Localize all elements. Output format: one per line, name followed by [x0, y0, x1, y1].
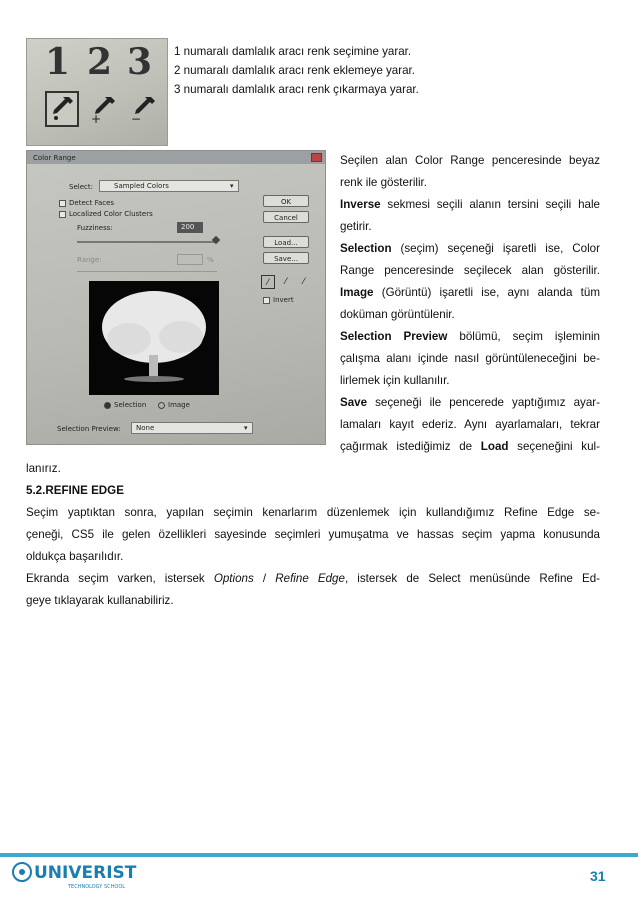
s1-line-2: çeneği, CS5 ile gelen özellikleri sayesinde seçimleri yumuşatma ve hassas seçim yapma konusunda	[26, 528, 600, 541]
selection-preview-value: None	[136, 424, 155, 432]
preview-area	[89, 281, 219, 395]
selection-radio	[104, 402, 111, 409]
p3-line-1: Selection (seçim) seçeneği işaretli ise, Color	[340, 242, 600, 255]
number-1: 1	[45, 41, 71, 83]
range-label: Range:	[77, 256, 102, 264]
cancel-button: Cancel	[263, 211, 309, 223]
selection-radio-label: Selection	[114, 401, 147, 409]
eyedropper-minus-icon	[127, 91, 161, 127]
fuzziness-value: 200	[181, 223, 195, 231]
invert-checkbox	[263, 297, 270, 304]
image-radio	[158, 402, 165, 409]
eyedropper-plus-icon: ⁄	[285, 276, 287, 286]
load-button: Load...	[263, 236, 309, 248]
svg-text:+: +	[91, 112, 102, 126]
image-term: Image	[340, 286, 374, 299]
load-term: Load	[480, 440, 509, 453]
p5-line-2: çalışma alanı içinde nasıl görüntüleneceğini be-	[340, 352, 600, 365]
p5-line-3: lirlemek için kullanılır.	[340, 374, 450, 387]
s2-line-2: geye tıklayarak kullanabiliriz.	[26, 594, 174, 607]
p3-line-2: Range penceresinde seçilecek alan gösterilir.	[340, 264, 600, 277]
page-number: 31	[590, 868, 606, 884]
figure1-line-3: 3 numaralı damlalık aracı renk çıkarmaya yarar.	[174, 83, 419, 96]
ok-button: OK	[263, 195, 309, 207]
s1-line-3: oldukça başarılıdır.	[26, 550, 124, 563]
tree-preview-image	[89, 281, 219, 395]
figure1-line-2: 2 numaralı damlalık aracı renk eklemeye yarar.	[174, 64, 415, 77]
selection-term: Selection	[340, 242, 392, 255]
footer-rule	[150, 853, 638, 857]
close-icon	[311, 153, 322, 162]
range-value-box	[177, 254, 203, 265]
select-value: Sampled Colors	[114, 182, 169, 190]
eyedropper-icon: ⁄	[261, 275, 275, 289]
selection-preview-label: Selection Preview:	[57, 425, 121, 433]
eyedropper-plus-icon	[87, 91, 121, 127]
range-unit: %	[207, 256, 214, 264]
invert-label: Invert	[273, 296, 294, 304]
p6-line-4: lanırız.	[26, 462, 61, 475]
localized-clusters-checkbox	[59, 211, 66, 218]
number-2: 2	[87, 41, 113, 83]
eyedropper-minus-icon: ⁄	[303, 276, 305, 286]
select-dropdown	[99, 180, 239, 192]
select-label: Select:	[69, 183, 93, 191]
detect-faces-label: Detect Faces	[69, 199, 115, 207]
p6-line-2: lamaları kayıt ederiz. Aynı ayarlamaları, tekrar	[340, 418, 600, 431]
localized-clusters-label: Localized Color Clusters	[69, 210, 153, 218]
selection-preview-dropdown	[131, 422, 253, 434]
svg-text:−: −	[131, 112, 142, 126]
s2-line-1: Ekranda seçim varken, istersek Options / Refine Edge, istersek de Select menüsünde Refine Ed-	[26, 572, 601, 585]
range-slider	[77, 271, 217, 272]
save-button: Save...	[263, 252, 309, 264]
logo-subtitle: TECHNOLOGY SCHOOL	[68, 884, 126, 890]
s1-line-1: Seçim yaptıktan sonra, yapılan seçimin kenarlarım düzenlemek için kullandığımız Refine Edge se-	[26, 506, 600, 519]
p2-line-1: Inverse sekmesi seçili alanın tersini seçili hale	[340, 198, 600, 211]
inverse-term: Inverse	[340, 198, 381, 211]
number-3: 3	[127, 41, 153, 83]
p1-line-2: renk ile gösterilir.	[340, 176, 427, 189]
fuzziness-slider	[77, 241, 217, 243]
figure1-line-1: 1 numaralı damlalık aracı renk seçimine yarar.	[174, 45, 412, 58]
save-term: Save	[340, 396, 368, 409]
eyedropper-icon	[45, 91, 79, 127]
dialog-title: Color Range	[33, 154, 76, 162]
p4-line-1: Image (Görüntü) işaretli ise, aynı alanda tüm	[340, 286, 600, 299]
fuzziness-value-box	[177, 222, 203, 233]
dropper-tools-photo	[26, 38, 168, 146]
chevron-down-icon: ▾	[230, 182, 234, 190]
footer-rule-left	[0, 853, 150, 857]
p2-line-2: getirir.	[340, 220, 372, 233]
detect-faces-checkbox	[59, 200, 66, 207]
chevron-down-icon: ▾	[244, 424, 248, 432]
logo-mark	[10, 858, 160, 892]
univerist-logo	[10, 858, 160, 892]
p4-line-2: doküman görüntülenir.	[340, 308, 455, 321]
p1-line-1: Seçilen alan Color Range penceresinde beyaz	[340, 154, 600, 167]
section-heading: 5.2.REFINE EDGE	[26, 484, 124, 497]
image-radio-label: Image	[168, 401, 190, 409]
selection-preview-term: Selection Preview	[340, 330, 448, 343]
p5-line-1: Selection Preview bölümü, seçim işleminin	[340, 330, 600, 343]
logo-text: UNIVERIST	[34, 863, 137, 883]
color-range-dialog-photo	[26, 150, 326, 445]
fuzziness-label: Fuzziness:	[77, 224, 113, 232]
p6-line-3: çağırmak istediğimiz de Load seçeneğini kul-	[340, 440, 600, 453]
p6-line-1: Save seçeneği ile pencerede yaptığımız ayar-	[340, 396, 600, 409]
